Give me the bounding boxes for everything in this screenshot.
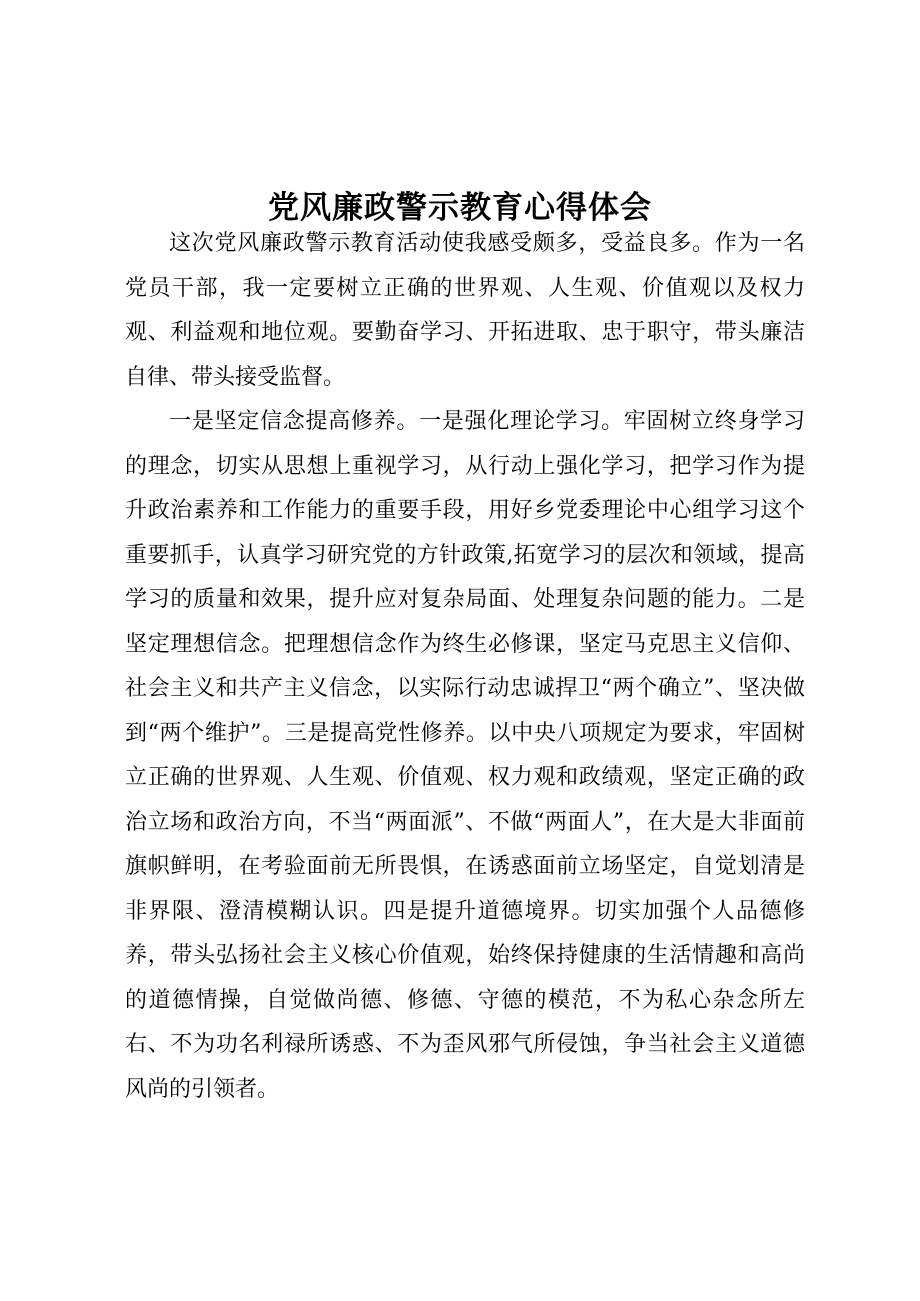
document-title: 党风廉政警示教育心得体会: [268, 189, 652, 226]
paragraph-main: 一是坚定信念提高修养。一是强化理论学习。牢固树立终身学习的理念，切实从思想上重视学习，从行动上强化学习，把学习作为提升政治素养和工作能力的重要手段，用好乡党委理论中心组学习这个重要抓手，认真学习研究党的方针政策,拓宽学习的层次和领域，提高学习的质量和效果，提升应对复杂局面、处理复杂问题的能力。二是坚定理想信念。把理想信念作为终生必修课，坚定马克思主义信仰、社会主义和共产主义信念，以实际行动忠诚捍卫“两个确立”、坚决做到“两个维护”。三是提高党性修养。以中央八项规定为要求，牢固树立正确的世界观、人生观、价值观、权力观和政绩观，坚定正确的政治立场和政治方向，不当“两面派”、不做“两面人”，在大是大非面前旗帜鲜明，在考验面前无所畏惧，在诱惑面前立场坚定，自觉划清是非界限、澄清模糊认识。四是提升道德境界。切实加强个人品德修养，带头弘扬社会主义核心价值观，始终保持健康的生活情趣和高尚的道德情操，自觉做尚德、修德、守德的模范，不为私心杂念所左右、不为功名利禄所诱惑、不为歪风邪气所侵蚀，争当社会主义道德风尚的引领者。: [125, 409, 805, 1102]
document-body: [125, 222, 805, 1112]
paragraph-intro: 这次党风廉政警示教育活动使我感受颇多，受益良多。作为一名党员干部，我一定要树立正确的世界观、人生观、价值观以及权力观、利益观和地位观。要勤奋学习、开拓进取、忠于职守，带头廉洁自律、带头接受监督。: [125, 231, 805, 390]
